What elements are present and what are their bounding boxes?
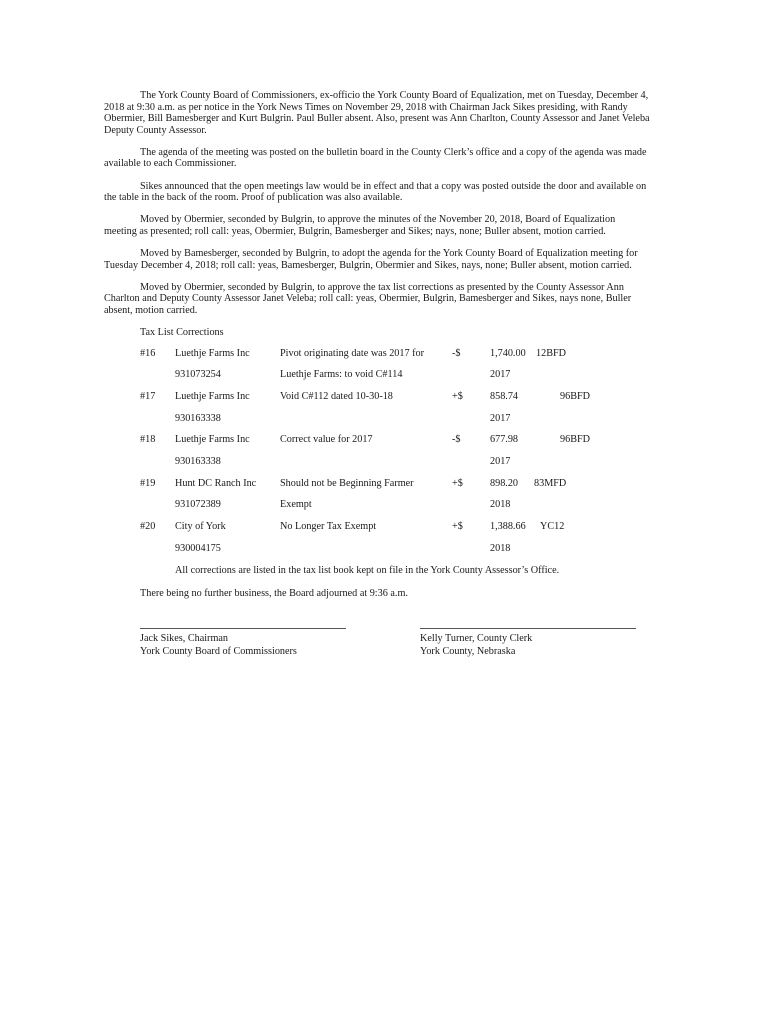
table-row (140, 499, 650, 521)
district-code: 96BFD (560, 390, 591, 402)
signer-title: York County, Nebraska (420, 645, 516, 657)
tax-year: 2017 (490, 369, 511, 381)
meeting-intro-paragraph: The York County Board of Commissioners, ex-officio the York County Board of Equalization, met on Tuesday, December 4, 2018 at 9:30 a.m. as per notice in the York News Times on November 29, 2018 with Chairman Jack Sikes presiding, with Randy Obermier, Bill Bamesberger and Kurt Bulgrin. Paul Buller absent. Also, present was Ann Charlton, County Assessor and Janet Veleba Deputy County Assessor. (104, 90, 650, 136)
tax-year: 2017 (490, 412, 511, 424)
adjournment-paragraph: There being no further business, the Board adjourned at 9:36 a.m. (140, 587, 408, 599)
tax-corrections-motion-paragraph: Moved by Obermier, seconded by Bulgrin, to approve the tax list corrections as presented by the County Assessor Ann Charlton and Deputy County Assessor Janet Veleba; roll call: yeas, Obermier, Bulgrin, Bamesberger and Sikes, nays none, Buller absent, motion carried. (104, 281, 632, 316)
amount-sign: +$ (452, 390, 463, 402)
correction-number: #20 (140, 521, 156, 532)
tax-corrections-table (140, 348, 650, 565)
minutes-document (104, 90, 650, 668)
owner-name: Luethje Farms Inc (175, 347, 250, 359)
clerk-signature (420, 628, 636, 658)
parcel-number: 931073254 (175, 369, 221, 381)
correction-description: Pivot originating date was 2017 for (280, 347, 425, 359)
parcel-number: 930163338 (175, 455, 221, 467)
table-row (140, 369, 650, 391)
amount-sign: +$ (452, 477, 463, 489)
table-row (140, 391, 650, 413)
amount-sign: +$ (452, 521, 463, 532)
correction-description: Void C#112 dated 10-30-18 (280, 390, 393, 402)
agenda-adoption-paragraph: Moved by Bamesberger, seconded by Bulgrin, to adopt the agenda for the York County Board of Equalization meeting for Tuesday December 4, 2018; roll call: yeas, Bamesberger, Bulgrin, Obermier and Sikes, nays, none; Buller absent, motion carried. (104, 247, 638, 271)
district-code: 12BFD (536, 347, 567, 359)
district-code: YC12 (540, 521, 565, 532)
correction-amount: 1,388.66 (490, 521, 526, 532)
signer-title: York County Board of Commissioners (140, 645, 297, 657)
tax-corrections-title: Tax List Corrections (140, 326, 224, 338)
signer-name: Kelly Turner, County Clerk (420, 632, 533, 644)
table-row (140, 521, 650, 543)
open-meetings-paragraph: Sikes announced that the open meetings law would be in effect and that a copy was posted outside the door and available on the table in the back of the room. Proof of publication was also available. (104, 180, 647, 204)
signer-name: Jack Sikes, Chairman (140, 632, 228, 644)
correction-description-continued: Luethje Farms: to void C#114 (280, 369, 403, 381)
owner-name: Hunt DC Ranch Inc (175, 477, 257, 489)
correction-number: #16 (140, 347, 156, 359)
correction-description-continued: Exempt (280, 499, 312, 511)
owner-name: Luethje Farms Inc (175, 434, 250, 446)
owner-name: City of York (175, 521, 226, 532)
district-code: 83MFD (534, 477, 567, 489)
signature-block (104, 628, 650, 668)
parcel-number: 931072389 (175, 499, 221, 511)
signature-line (420, 628, 636, 629)
correction-amount: 898.20 (490, 477, 519, 489)
tax-year: 2017 (490, 455, 511, 467)
tax-year: 2018 (490, 542, 511, 554)
correction-description: Correct value for 2017 (280, 434, 373, 446)
amount-sign: -$ (452, 434, 461, 446)
minutes-approval-paragraph: Moved by Obermier, seconded by Bulgrin, to approve the minutes of the November 20, 2018, Board of Equalization meeting as presented; roll call: yeas, Obermier, Bulgrin, Bamesberger and Sikes; nays, none; Buller absent, motion carried. (104, 214, 616, 237)
correction-description: No Longer Tax Exempt (280, 521, 377, 532)
district-code: 96BFD (560, 434, 591, 446)
correction-amount: 858.74 (490, 390, 519, 402)
correction-number: #19 (140, 477, 156, 489)
correction-amount: 677.98 (490, 434, 519, 446)
tax-year: 2018 (490, 499, 511, 511)
table-row (140, 478, 650, 500)
amount-sign: -$ (452, 347, 461, 359)
owner-name: Luethje Farms Inc (175, 390, 250, 402)
chairman-signature (140, 628, 346, 658)
agenda-posting-paragraph: The agenda of the meeting was posted on the bulletin board in the County Clerk’s office and a copy of the agenda was made available to each Commissioner. (104, 146, 647, 170)
correction-description: Should not be Beginning Farmer (280, 477, 414, 489)
table-row (140, 348, 650, 370)
correction-number: #17 (140, 390, 156, 402)
table-row (140, 543, 650, 565)
table-row (140, 413, 650, 435)
corrections-note: All corrections are listed in the tax list book kept on file in the York County Assessor’s Office. (175, 565, 560, 577)
correction-amount: 1,740.00 (490, 347, 526, 359)
correction-number: #18 (140, 434, 156, 446)
table-row (140, 434, 650, 456)
parcel-number: 930163338 (175, 412, 221, 424)
signature-line (140, 628, 346, 629)
parcel-number: 930004175 (175, 542, 221, 554)
table-row (140, 456, 650, 478)
